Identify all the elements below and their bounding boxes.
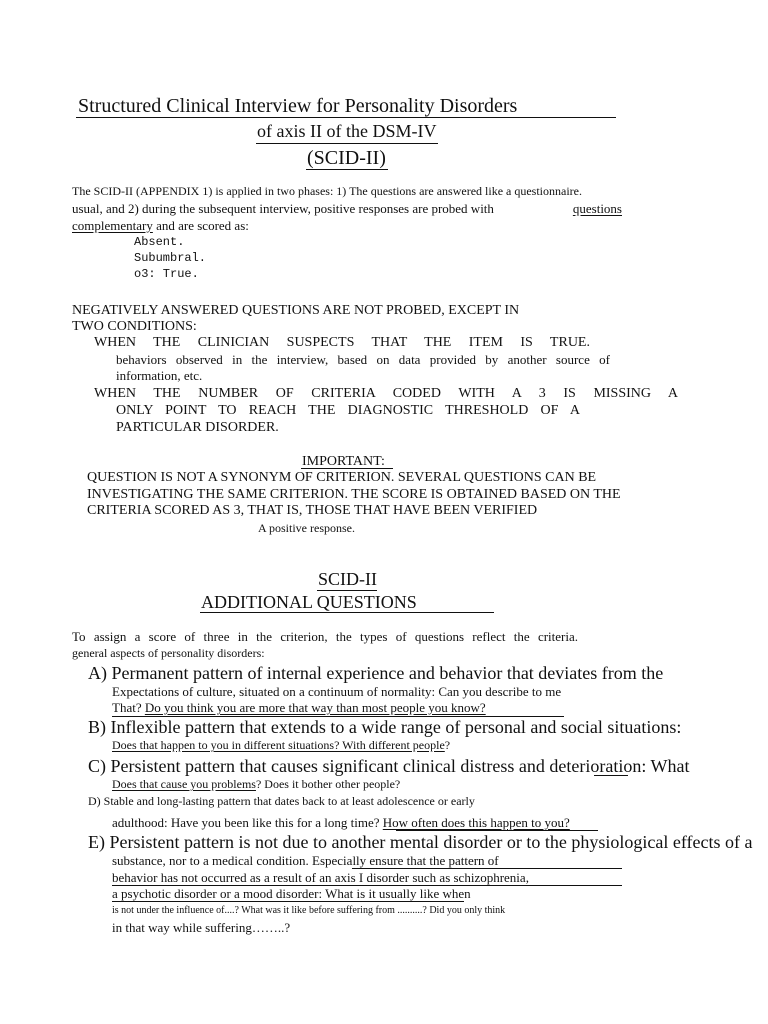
negative-line-1: NEGATIVELY ANSWERED QUESTIONS ARE NOT PROBED, EXCEPT IN <box>72 303 520 318</box>
item-d-line-2 <box>112 816 570 830</box>
item-e-line-3: behavior has not occurred as a result of an axis I disorder such as schizophrenia, <box>112 870 529 885</box>
item-b-heading: B) Inflexible pattern that extends to a wide range of personal and social situations: <box>88 717 682 737</box>
important-heading: IMPORTANT: <box>302 454 385 469</box>
item-a-line-2: Expectations of culture, situated on a continuum of normality: Can you describe to me <box>112 684 562 699</box>
section2-underline-1 <box>317 590 377 591</box>
condition-1: WHEN THE CLINICIAN SUSPECTS THAT THE ITEM IS TRUE. <box>94 335 590 350</box>
item-e-substance: substance, nor to a medical condition. <box>112 853 313 868</box>
item-e-usually: lly like when <box>402 886 471 901</box>
item-d-underline <box>396 830 598 831</box>
condition-2-line-3: PARTICULAR DISORDER. <box>116 420 279 435</box>
item-e-underline-1 <box>352 868 622 869</box>
item-e-line-4 <box>112 887 471 901</box>
title-underline-3 <box>306 169 388 170</box>
item-e-line-5: is not under the influence of....? What was it like before suffering from ..........? Did you only think <box>112 905 506 916</box>
important-line-4: A positive response. <box>258 521 355 535</box>
important-line-2: INVESTIGATING THE SAME CRITERION. THE SCORE IS OBTAINED BASED ON THE <box>87 487 621 502</box>
important-line-3: CRITERIA SCORED AS 3, THAT IS, THOSE THAT HAVE BEEN VERIFIED <box>87 503 538 518</box>
intro-line-3 <box>72 219 249 233</box>
title-line-2: of axis II of the DSM-IV <box>257 121 437 141</box>
important-line-1: QUESTION IS NOT A SYNONYM OF CRITERION. SEVERAL QUESTIONS CAN BE <box>87 470 597 485</box>
item-b-mark: ? <box>444 738 451 752</box>
condition-2: WHEN THE NUMBER OF CRITERIA CODED WITH A 3 IS MISSING A <box>94 386 678 401</box>
item-a-that: That? <box>112 700 145 715</box>
section2-title-1: SCID-II <box>318 569 377 589</box>
item-e-ensure: Especially ensure that the pattern of <box>312 853 499 868</box>
condition-1-line-2: behaviors observed in the interview, based on data provided by another source of <box>116 352 610 367</box>
item-c-heading: C) Persistent pattern that causes significant clinical distress and deterioration: What <box>88 756 690 776</box>
score-absent: Absent. <box>134 235 185 249</box>
section2-underline-2 <box>200 612 494 613</box>
item-c-underline-oration <box>594 775 628 776</box>
section2-intro-2: general aspects of personality disorders: <box>72 646 265 660</box>
item-d-text: adulthood: Have you been like this for a long time? <box>112 815 383 830</box>
condition-2-line-2: ONLY POINT TO REACH THE DIAGNOSTIC THRESHOLD OF A <box>116 403 580 418</box>
negative-line-2: TWO CONDITIONS: <box>72 319 197 334</box>
item-d-question: How often does this happen to you? <box>382 815 570 830</box>
item-c-question: Does that cause you problems <box>112 777 256 791</box>
title-underline-2 <box>256 143 438 144</box>
item-c-line-2 <box>112 778 400 791</box>
item-d-heading: D) Stable and long-lasting pattern that dates back to at least adolescence or early <box>88 794 475 808</box>
important-underline <box>301 468 393 469</box>
item-e-heading: E) Persistent pattern is not due to another mental disorder or to the physiological effects of a <box>88 832 753 852</box>
section2-intro-1: To assign a score of three in the criterion, the types of questions reflect the criteria. <box>72 629 578 644</box>
intro-complementary: complementary <box>72 218 153 233</box>
intro-line-2 <box>72 202 622 216</box>
title-line-3: (SCID-II) <box>307 147 386 169</box>
item-e-line-2 <box>112 854 499 868</box>
intro-line-3-text: and are scored as: <box>152 218 249 233</box>
item-e-psychotic: a psychotic disorder or a mood disorder: What is it usua <box>112 886 403 901</box>
title-line-1: Structured Clinical Interview for Personality Disorders <box>78 95 518 117</box>
item-c-rest: ? Does it bother other people? <box>255 777 401 791</box>
item-e-underline-3 <box>112 901 464 902</box>
title-underline-1 <box>76 117 616 118</box>
item-a-question: Do you think you are more that way than most people you know? <box>144 700 486 715</box>
condition-1-line-3: information, etc. <box>116 368 203 383</box>
item-a-line-3 <box>112 701 486 715</box>
intro-line-2-text: usual, and 2) during the subsequent interview, positive responses are probed with <box>72 201 494 216</box>
item-b-question: Does that happen to you in different situations? With different people <box>112 738 445 752</box>
intro-link-questions: questions <box>572 201 622 216</box>
item-a-heading: A) Permanent pattern of internal experience and behavior that deviates from the <box>88 663 664 683</box>
score-true: o3: True. <box>134 267 199 281</box>
section2-title-2: ADDITIONAL QUESTIONS <box>201 592 417 612</box>
intro-line-1: The SCID-II (APPENDIX 1) is applied in two phases: 1) The questions are answered like a questionnaire. <box>72 184 582 198</box>
item-e-line-6: in that way while suffering……..? <box>112 920 291 935</box>
score-subumbral: Subumbral. <box>134 251 207 265</box>
item-b-line-2 <box>112 739 450 752</box>
